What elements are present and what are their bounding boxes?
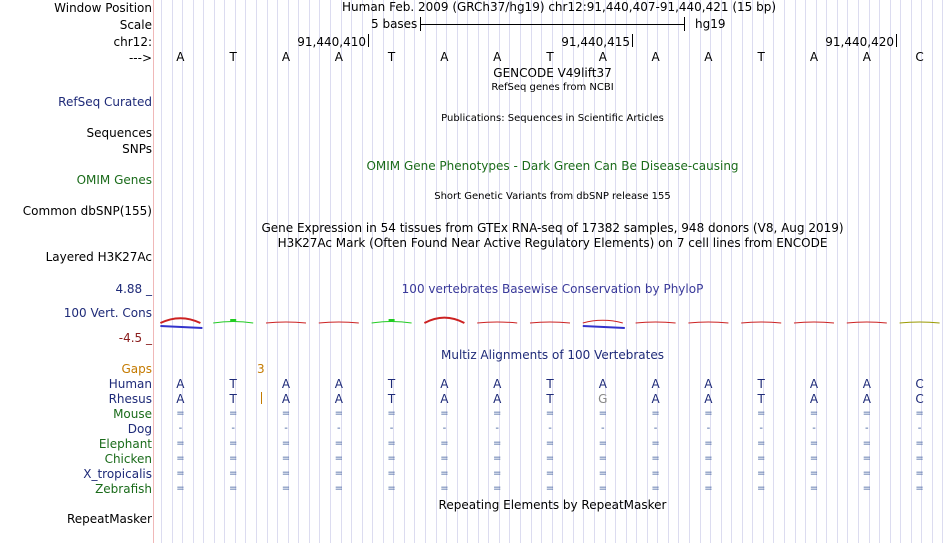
alignment-base: = (440, 483, 449, 494)
alignment-base: T (546, 392, 554, 406)
refseq-label[interactable]: RefSeq Curated (58, 95, 152, 109)
alignment-base: - (917, 423, 922, 434)
alignment-base: - (706, 423, 711, 434)
alignment-base: = (228, 408, 238, 419)
sequence-base: A (493, 50, 502, 64)
alignment-base: = (334, 468, 343, 479)
alignment-base: = (281, 453, 291, 464)
sequence-base: A (704, 50, 713, 64)
alignment-base: = (492, 483, 502, 494)
alignment-base: = (545, 468, 555, 479)
alignment-base: = (704, 483, 713, 494)
alignment-base: A (440, 392, 449, 406)
alignment-base: G (598, 392, 608, 406)
alignment-base: = (281, 483, 291, 494)
snps-label[interactable]: SNPs (122, 142, 152, 156)
h3k27ac-title: H3K27Ac Mark (Often Found Near Active Regulatory Elements) on 7 cell lines from ENCODE (277, 236, 828, 250)
alignment-base: T (229, 377, 237, 391)
alignment-base: A (493, 392, 502, 406)
cons-score-mark (477, 322, 517, 323)
window-position-label: Window Position (54, 1, 152, 15)
sequence-base: A (334, 50, 343, 64)
species-label[interactable]: Mouse (113, 407, 152, 421)
alignment-base: - (759, 423, 763, 434)
cons-score-mark (636, 322, 676, 323)
strand-label: ---> (128, 51, 152, 65)
sequences-label[interactable]: Sequences (86, 126, 152, 140)
cons-score-mark (160, 318, 200, 323)
alignment-base: - (336, 423, 341, 434)
species-label[interactable]: Dog (127, 422, 152, 436)
sequence-base: A (440, 50, 449, 64)
cons-score-mark (583, 320, 623, 323)
alignment-base: C (915, 392, 924, 406)
alignment-base: A (704, 392, 713, 406)
alignment-base: - (495, 423, 499, 434)
alignment-base: = (756, 453, 766, 464)
alignment-base: A (598, 377, 607, 391)
chrom-label: chr12: (113, 35, 152, 49)
alignment-base: = (915, 468, 924, 479)
cons-peak-mark (230, 319, 236, 322)
alignment-base: = (598, 408, 607, 419)
position-tick-1: 91,440,410 (297, 35, 366, 49)
alignment-base: = (809, 468, 819, 479)
alignment-base: = (862, 438, 871, 449)
alignment-base: = (915, 453, 924, 464)
species-label[interactable]: Elephant (98, 437, 152, 451)
cons-negative-mark (160, 326, 202, 328)
alignment-base: = (176, 483, 185, 494)
position-tick-3: 91,440,420 (825, 35, 894, 49)
cons-negative-mark (583, 326, 625, 328)
alignment-base: A (493, 377, 502, 391)
cons-score-mark (319, 322, 359, 323)
alignment-base: = (756, 468, 766, 479)
alignment-base: = (545, 453, 555, 464)
gaps-label[interactable]: Gaps (121, 362, 152, 376)
species-label[interactable]: X_tropicalis (83, 467, 152, 481)
alignment-base: = (387, 453, 396, 464)
alignment-base: = (545, 438, 555, 449)
window-position-value: Human Feb. 2009 (GRCh37/hg19) chr12:91,440,407-91,440,421 (15 bp) (342, 0, 777, 14)
cons-score-mark (900, 322, 940, 323)
alignment-base: = (440, 408, 449, 419)
alignment-base: = (809, 438, 819, 449)
alignment-base: = (440, 438, 449, 449)
sequence-base: A (281, 50, 291, 64)
alignment-base: - (864, 423, 869, 434)
alignment-base: A (651, 377, 660, 391)
alignment-base: = (862, 408, 871, 419)
alignment-base: = (809, 408, 819, 419)
alignment-base: A (334, 392, 343, 406)
cons-score-mark (688, 322, 728, 323)
alignment-base: - (653, 423, 658, 434)
alignment-base: = (704, 408, 713, 419)
cons-min-label: -4.5 _ (118, 331, 152, 345)
species-label[interactable]: Zebrafish (95, 482, 152, 496)
scale-bases: 5 bases (371, 17, 418, 31)
alignment-base: = (176, 438, 185, 449)
cons-score-mark (530, 322, 570, 323)
refseq-subtitle: RefSeq genes from NCBI (491, 82, 614, 93)
alignment-base: = (228, 438, 238, 449)
alignment-base: = (440, 453, 449, 464)
gap-count: 3 (257, 362, 265, 376)
alignment-base: A (176, 392, 185, 406)
alignment-base: = (334, 483, 343, 494)
sequence-base: T (387, 50, 396, 64)
cons-score-mark (794, 322, 834, 323)
alignment-base: = (915, 483, 924, 494)
alignment-base: = (492, 468, 502, 479)
alignment-base: = (651, 468, 660, 479)
cons-score-mark (424, 318, 464, 323)
alignment-base: = (704, 453, 713, 464)
cons-max-label: 4.88 _ (115, 282, 152, 296)
alignment-base: = (334, 438, 343, 449)
alignment-base: - (442, 423, 447, 434)
alignment-base: = (756, 438, 766, 449)
species-label[interactable]: Rhesus (108, 392, 152, 406)
cons-score-mark (741, 322, 781, 323)
alignment-base: = (387, 468, 396, 479)
sequence-base: A (176, 50, 185, 64)
alignment-base: - (178, 423, 183, 434)
alignment-base: = (228, 468, 238, 479)
alignment-base: = (598, 483, 607, 494)
gencode-title[interactable]: GENCODE V49lift37 (493, 66, 612, 80)
species-label[interactable]: Chicken (104, 452, 152, 466)
sequence-base: A (809, 50, 819, 64)
alignment-base: T (387, 377, 396, 391)
gap-mark (261, 392, 262, 404)
omim-title: OMIM Gene Phenotypes - Dark Green Can Be Disease-causing (366, 159, 739, 173)
alignment-base: T (387, 392, 396, 406)
alignment-base: = (915, 408, 924, 419)
sequence-base: A (651, 50, 660, 64)
alignment-base: = (176, 453, 185, 464)
alignment-base: A (862, 392, 871, 406)
alignment-base: - (231, 423, 235, 434)
repeatmasker-label[interactable]: RepeatMasker (66, 512, 152, 526)
sequence-base: T (546, 50, 554, 64)
alignment-base: = (176, 408, 185, 419)
alignment-base: = (704, 468, 713, 479)
alignment-base: = (809, 453, 819, 464)
scale-label: Scale (119, 18, 152, 32)
multiz-title: Multiz Alignments of 100 Vertebrates (440, 348, 665, 362)
alignment-base: - (389, 423, 394, 434)
alignment-base: = (228, 453, 238, 464)
alignment-base: = (704, 438, 713, 449)
alignment-base: = (809, 483, 819, 494)
alignment-base: = (334, 453, 343, 464)
alignment-base: = (598, 453, 607, 464)
alignment-base: = (756, 408, 766, 419)
dbsnp-title: Short Genetic Variants from dbSNP release 155 (434, 191, 671, 202)
alignment-base: A (281, 377, 291, 391)
alignment-base: = (440, 468, 449, 479)
h3k27ac-label[interactable]: Layered H3K27Ac (45, 250, 152, 264)
alignment-base: = (598, 438, 607, 449)
alignment-base: A (809, 377, 819, 391)
alignment-base: A (281, 392, 291, 406)
cons-score-mark (847, 322, 887, 323)
alignment-base: = (387, 483, 396, 494)
alignment-base: A (334, 377, 343, 391)
alignment-base: = (651, 453, 660, 464)
sequence-base: T (757, 50, 765, 64)
position-tick-2: 91,440,415 (561, 35, 630, 49)
alignment-base: = (651, 438, 660, 449)
dbsnp-label[interactable]: Common dbSNP(155) (22, 204, 152, 218)
alignment-base: A (809, 392, 819, 406)
sequence-base: A (862, 50, 871, 64)
alignment-base: = (756, 483, 766, 494)
alignment-base: = (598, 468, 607, 479)
gtex-title: Gene Expression in 54 tissues from GTEx RNA-seq of 17382 samples, 948 donors (V8, Aug 2019) (261, 221, 844, 235)
alignment-base: = (387, 408, 396, 419)
cons-peak-mark (389, 319, 395, 322)
alignment-base: = (651, 408, 660, 419)
cons-score-mark (266, 322, 306, 323)
repeat-title: Repeating Elements by RepeatMasker (438, 498, 667, 512)
alignment-base: - (284, 423, 288, 434)
alignment-base: A (651, 392, 660, 406)
alignment-base: = (492, 408, 502, 419)
alignment-base: - (812, 423, 816, 434)
alignment-base: = (651, 483, 660, 494)
sequence-base: C (915, 50, 924, 64)
alignment-base: - (600, 423, 605, 434)
alignment-base: = (862, 453, 871, 464)
alignment-base: A (704, 377, 713, 391)
publications-title: Publications: Sequences in Scientific Articles (441, 113, 664, 124)
alignment-base: = (387, 438, 396, 449)
species-label[interactable]: Human (108, 377, 152, 391)
alignment-base: T (757, 392, 765, 406)
sequence-base: A (598, 50, 607, 64)
alignment-base: = (281, 408, 291, 419)
alignment-base: = (228, 483, 238, 494)
omim-label[interactable]: OMIM Genes (76, 173, 152, 187)
alignment-base: = (492, 453, 502, 464)
alignment-base: = (492, 438, 502, 449)
alignment-base: T (229, 392, 237, 406)
alignment-base: = (281, 438, 291, 449)
scale-assembly: hg19 (695, 17, 726, 31)
alignment-base: A (440, 377, 449, 391)
alignment-base: C (915, 377, 924, 391)
alignment-base: = (545, 483, 555, 494)
alignment-base: = (545, 408, 555, 419)
alignment-base: = (862, 468, 871, 479)
alignment-base: = (281, 468, 291, 479)
alignment-base: = (862, 483, 871, 494)
alignment-base: = (915, 438, 924, 449)
alignment-base: T (757, 377, 765, 391)
cons-title: 100 vertebrates Basewise Conservation by PhyloP (401, 282, 704, 296)
cons-label[interactable]: 100 Vert. Cons (63, 306, 152, 320)
alignment-base: A (176, 377, 185, 391)
sequence-base: T (229, 50, 237, 64)
alignment-base: T (546, 377, 554, 391)
alignment-base: = (334, 408, 343, 419)
alignment-base: - (548, 423, 552, 434)
alignment-base: A (862, 377, 871, 391)
alignment-base: = (176, 468, 185, 479)
